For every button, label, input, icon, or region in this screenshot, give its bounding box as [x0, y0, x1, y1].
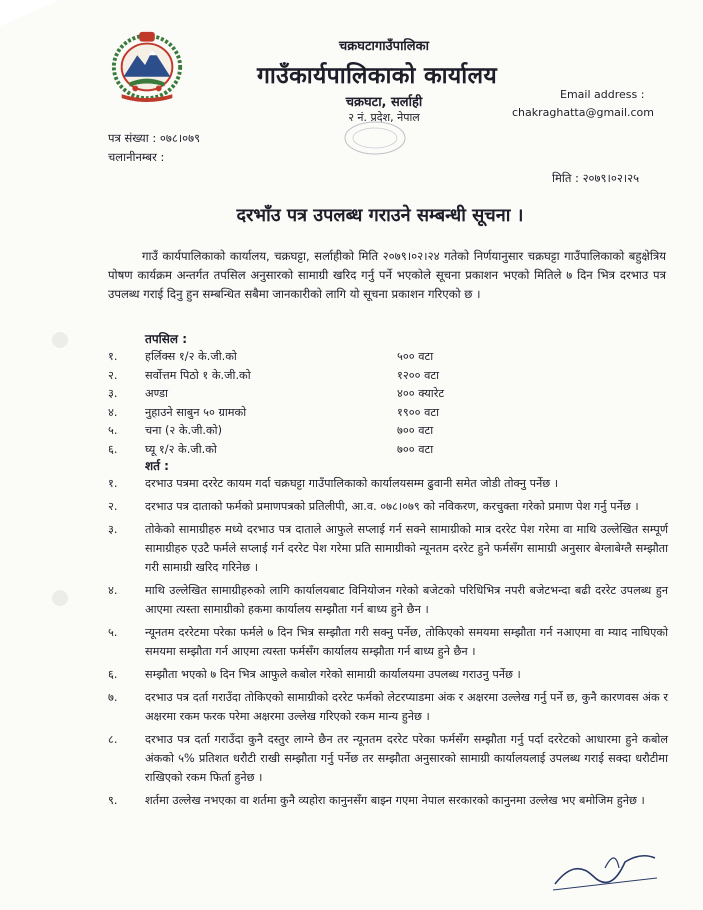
nepal-emblem-logo [108, 26, 186, 104]
address-line-2: २ नं. प्रदेश, नेपाल [348, 111, 420, 124]
list-item [108, 386, 668, 405]
conditions-list [108, 474, 668, 814]
item-name: घ्यू १/२ के.जी.को [145, 442, 217, 456]
list-item [108, 423, 668, 442]
item-name: हर्लिक्स १/२ के.जी.को [145, 350, 237, 363]
condition-text: शर्तमा उल्लेख नभएका वा शर्तमा कुनै व्यहोरा कानुनसँग बाझ्न गएमा नेपाल सरकारको कानुनमा उल्लेख भए बमोजिम हुनेछ । [145, 794, 645, 807]
condition-number: ७. [108, 691, 118, 704]
item-quantity: ४०० क्यारेट [397, 387, 445, 400]
list-item [108, 442, 668, 461]
item-quantity: १२०० वटा [397, 368, 439, 382]
condition-text: दरभाउ पत्र दाताको फर्मको प्रमाणपत्रको प्रतिलीपी, आ.व. ०७८।०७९ को नविकरण, करचुक्ता गरेको प्रमाण पेश गर्नु पर्नेछ । [145, 500, 639, 513]
item-name: सर्वोत्तम पिठो १ के.जी.को [145, 368, 251, 382]
item-quantity: ५०० वटा [397, 350, 434, 363]
conditions-heading: शर्त : [145, 459, 169, 473]
office-stamp [330, 118, 420, 158]
punch-hole [52, 332, 68, 348]
condition-number: ३. [108, 523, 118, 536]
condition-text: दरभाउ पत्र दर्ता गराउँदा तोकिएको सामाग्रीको दररेट फर्मको लेटरप्याडमा अंक र अक्षरमा उल्लेख गर्नु पर्ने छ, कुनै कारणवस अंक र अक्षरमा रकम फरक परेमा अक्षरमा उल्लेख गरिएको रकम मान्य हुनेछ । [145, 691, 668, 723]
item-number: ४. [108, 405, 118, 419]
list-item [108, 368, 668, 387]
item-number: ३. [108, 387, 118, 400]
dispatch-number: चलानीनम्बर : [108, 150, 165, 164]
condition-text: तोकेको सामाग्रीहरु मध्ये दरभाउ पत्र दाताले आफुले सप्लाई गर्न सक्ने सामाग्रीको मात्र दररेट पेश गरेमा वा माथि उल्लेखित सम्पूर्ण सामाग्रीहरु एउटै फर्मले सप्लाई गर्न दररेट पेश गरेमा प्रति सामाग्रीको न्यूनतम दररेट हुने फर्मसँग सामाग्री अनुसार बेग्लाबेग्लै सम्झौता गरी सामाग्री खरिद गरिनेछ । [145, 523, 668, 574]
condition-number: १. [108, 477, 118, 490]
condition-item [108, 791, 668, 810]
item-quantity: ७०० वटा [397, 424, 434, 437]
condition-item [108, 520, 668, 577]
municipality-name: चक्रघटागाउँपालिका [339, 39, 429, 54]
item-number: ६. [108, 442, 118, 456]
signature-mark [545, 838, 665, 898]
notice-title: दरभाँउ पत्र उपलब्ध गराउने सम्बन्धी सूचना । [236, 205, 524, 226]
item-name: नुहाउने साबुन ५० ग्रामको [145, 405, 247, 419]
condition-number: ६. [108, 668, 118, 681]
item-name: चना (२ के.जी.को) [145, 424, 223, 437]
notice-intro-paragraph: गाउँ कार्यपालिकाको कार्यालय, चक्रघट्टा, सर्लाहीको मिति २०७९।०२।२४ गतेको निर्णयानुसार चक्रघट्टा गाउँपालिकाको बहुक्षेत्रिय पोषण कार्यक्रम अन्तर्गत तपसिल अनुसारको सामाग्री खरिद गर्नु पर्ने भएकोले सूचना प्रकाशन भएको मितिले ७ दिन भित्र दरभाउ पत्र उपलब्ध गराई दिनु हुन सम्बन्धित सबैमा जानकारीको लागि यो सूचना प्रकाशन गरिएको छ । [108, 249, 666, 301]
condition-item [108, 665, 668, 684]
item-number: २. [108, 368, 118, 382]
item-quantity: ७०० वटा [397, 442, 434, 456]
schedule-heading: तपसिल : [145, 332, 187, 346]
office-name: गाउँकार्यपालिकाको कार्यालय [256, 63, 498, 89]
condition-number: ८. [108, 733, 118, 746]
condition-number: ४. [108, 584, 118, 597]
condition-item [108, 688, 668, 726]
condition-text: न्यूनतम दररेटमा परेका फर्मले ७ दिन भित्र सम्झौता गरी सक्नु पर्नेछ, तोकिएको समयमा सम्झौता गर्न नआएमा वा म्याद नाघिएको समयमा सम्झौता गर्न आएमा त्यस्ता फर्मसँग कार्यालय सम्झौता गर्न बाध्य हुने छैन । [145, 626, 668, 658]
email-label: Email address : [560, 88, 645, 101]
condition-number: ९. [108, 794, 118, 807]
condition-item [108, 474, 668, 493]
condition-number: ५. [108, 626, 118, 639]
page-fold [0, 0, 60, 26]
letter-date: मिति : २०७९।०२।२५ [552, 171, 640, 185]
punch-hole [52, 590, 68, 606]
condition-text: दरभाउ पत्र दर्ता गराउँदा कुनै दस्तुर लाग्ने छैन तर न्यूनतम दररेट परेका फर्मसँग सम्झौता गर्नु पर्दा दररेटको आधारमा हुने कबोल अंकको ५% प्रतिशत धरौटी राखी सम्झौता गर्नु पर्नेछ तर सम्झौता अनुसारको सामाग्री कार्यालयलाई उपलब्ध गराई सक्दा धरौटीमा राखिएको रकम फिर्ता हुनेछ । [145, 733, 668, 784]
item-number: १. [108, 350, 118, 363]
condition-item [108, 581, 668, 619]
condition-item [108, 730, 668, 787]
list-item [108, 405, 668, 424]
item-quantity: १९०० वटा [397, 405, 439, 419]
list-item [108, 349, 668, 368]
address-line-1: चक्रघटा, सर्लाही [345, 95, 423, 110]
condition-text: सम्झौता भएको ७ दिन भित्र आफुले कबोल गरेको सामाग्री कार्यालयमा उपलब्ध गराउनु पर्नेछ । [145, 668, 521, 681]
item-name: अण्डा [145, 387, 168, 400]
condition-number: २. [108, 500, 118, 513]
condition-text: माथि उल्लेखित सामाग्रीहरुको लागि कार्यालयबाट विनियोजन गरेको बजेटको परिधिभित्र नपरी बजेटभन्दा बढी दररेट उपलब्ध हुन आएमा त्यस्ता सामाग्रीको हकमा कार्यालय सम्झौता गर्न बाध्य हुने छैन । [145, 584, 668, 616]
condition-item [108, 497, 668, 516]
reference-number: पत्र संख्या : ०७८।०७९ [108, 131, 201, 145]
email-address: chakraghatta@gmail.com [512, 106, 654, 119]
item-number: ५. [108, 424, 118, 437]
condition-text: दरभाउ पत्रमा दररेट कायम गर्दा चक्रघट्टा गाउँपालिकाको कार्यालयसम्म ढुवानी समेत जोडी तोक्नु पर्नेछ । [145, 477, 559, 490]
item-list [108, 349, 668, 460]
condition-item [108, 623, 668, 661]
